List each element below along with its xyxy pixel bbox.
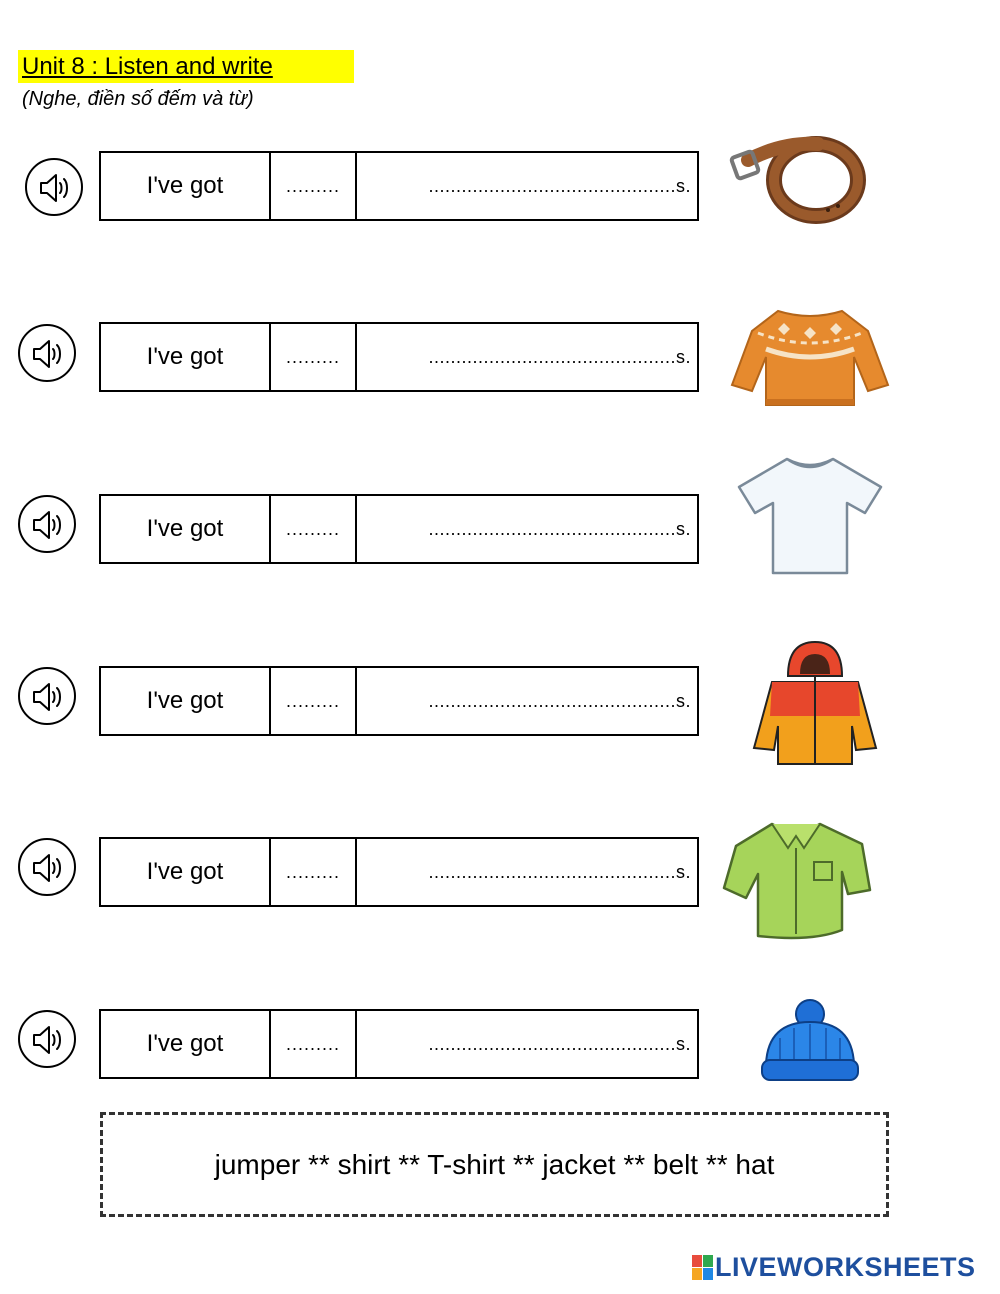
speaker-icon [31,681,67,713]
prefix-cell: I've got [101,839,271,905]
answer-row-5 [99,837,699,907]
speaker-icon [31,852,67,884]
page-title [18,50,354,83]
logo-icon [692,1255,713,1280]
word-input[interactable]: .............................................s. [428,346,691,367]
jacket-image [748,636,883,768]
prefix-cell: I've got [101,324,271,390]
speaker-button-1[interactable] [25,158,83,216]
answer-row-4 [99,666,699,736]
jumper-image [728,305,893,410]
count-input[interactable]: ......... [271,1011,357,1077]
count-input[interactable]: ......... [271,153,357,219]
word-input[interactable]: .............................................s. [428,518,691,539]
belt-image [728,122,868,226]
word-input[interactable]: .............................................s. [428,690,691,711]
word-input[interactable]: .............................................s. [428,1033,691,1054]
speaker-icon [31,338,67,370]
speaker-button-5[interactable] [18,838,76,896]
count-input[interactable]: ......... [271,324,357,390]
answer-row-3 [99,494,699,564]
brand-text: LIVEWORKSHEETS [715,1252,976,1282]
prefix-cell: I've got [101,153,271,219]
answer-row-1 [99,151,699,221]
title-text: Unit 8 : Listen and write [22,53,273,80]
word-input[interactable]: .............................................s. [428,861,691,882]
word-bank-text: jumper ** shirt ** T-shirt ** jacket ** belt ** hat [214,1148,775,1180]
prefix-cell: I've got [101,1011,271,1077]
prefix-cell: I've got [101,496,271,562]
speaker-button-6[interactable] [18,1010,76,1068]
prefix-cell: I've got [101,668,271,734]
answer-row-6 [99,1009,699,1079]
speaker-icon [38,172,74,204]
speaker-button-2[interactable] [18,324,76,382]
page-subtitle: (Nghe, điền số đếm và từ) [22,88,254,110]
speaker-icon [31,1024,67,1056]
answer-row-2 [99,322,699,392]
count-input[interactable]: ......... [271,668,357,734]
count-input[interactable]: ......... [271,839,357,905]
shirt-image [722,818,872,942]
word-input[interactable]: .............................................s. [428,175,691,196]
speaker-button-4[interactable] [18,667,76,725]
t-shirt-image [735,455,885,577]
liveworksheets-logo [692,1252,976,1283]
count-input[interactable]: ......... [271,496,357,562]
speaker-icon [31,509,67,541]
word-bank [100,1112,889,1217]
speaker-button-3[interactable] [18,495,76,553]
hat-image [756,998,866,1086]
